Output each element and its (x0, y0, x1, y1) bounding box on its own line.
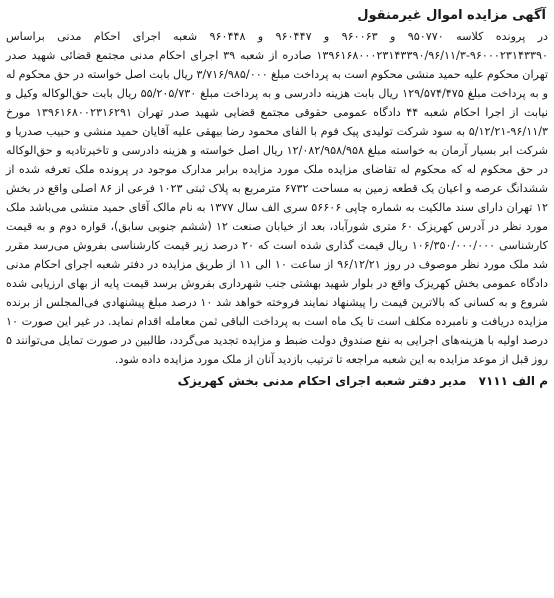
notice-reference-number: م الف ۷۱۱۱ (478, 374, 548, 388)
notice-signatory: مدیر دفتر شعبه اجرای احکام مدنی بخش کهریزک (177, 374, 467, 388)
notice-title: آگهی مزایده اموال غیرمنقول (357, 8, 546, 23)
notice-footer (6, 371, 548, 391)
notice-body: در پرونده کلاسه ۹۵۰۷۷۰ و ۹۶۰۰۶۳ و ۹۶۰۴۴۷ و ۹۶۰۴۴۸ شعبه اجرای احکام مدنی براساس ۹۶۰۰۰۲۳۱۴۳۳۹۰-۱۳۹۶۱۶۸۰۰۰۲۳۱۴۳۳۹۰/۹۶/۱۱/۳ صادره از شعبه ۳۹ اجرای احکام مدنی مجتمع قضائی شهید صدر تهران محکوم علیه حمید منشی محکوم است به پرداخت مبلغ ۳/۷۱۶/۹۸۵/۰۰۰ ریال بابت اصل خواسته در حق محکوم له و به پرداخت مبلغ ۱۲۹/۵۷۴/۴۷۵ ریال بابت هزینه دادرسی و به پرداخت مبلغ ۵۵/۲۰۵/۷۳۰ ریال بابت حق‌الوکاله وکیل و نیابت از اجرا احکام شعبه ۴۴ دادگاه عمومی حقوقی مجتمع قضایی شهید صدر تهران ۱۳۹۶۱۶۸۰۰۲۳۱۶۲۹۱ مورخ ۹۶/۱۱/۳-۵/۱۲/۲۱ به سود شرکت تولیدی پیک فوم با الفای محمود رضا بیهقی علیه آقایان حمید منشی و حبیب صدریا و شرکت ابر بسیار آرمان به خواسته مبلغ ۱۲/۰۸۲/۹۵۸/۹۵۸ ریال اصل خواسته و هزینه دادرسی و تاخیرتادیه و حق‌الوکاله در حق محکوم له که محکوم له تقاضای مزایده ملک مورد مزایده برابر مدارک موجود در پرونده ملک تعرفه شده از ششدانگ عرصه و اعیان یک قطعه زمین به مساحت ۶۷۳۲ مترمربع به پلاک ثبتی ۱۰۲۳ فرعی از ۸۶ اصلی واقع در بخش ۱۲ تهران دارای سند مالکیت به شماره چاپی ۵۶۶۰۶ سری الف سال ۱۳۷۷ به نام مالک آقای حمید منشی می‌باشد ملک مورد نظر در آدرس کهریزک ۶۰ متری شورآباد، بعد از خیابان صنعت ۱۲ (ششم جنوبی سابق)، قواره دوم و به قیمت کارشناسی ۱۰۶/۳۵۰/۰۰۰/۰۰۰ ریال قیمت گذاری شده است که ۲۰ درصد زیر قیمت کارشناسی بفروش می‌رسد مقرر شد ملک مورد نظر موصوف در روز ۹۶/۱۲/۲۱ از ساعت ۱۰ الی ۱۱ از طریق مزایده در دفتر شعبه اجرای احکام مدنی دادگاه عمومی بخش کهریزک واقع در بلوار شهید بهشتی جنب شهرداری بفروش برسد قیمت پایه از بهای ارزیابی شده شروع و به کسانی که بالاترین قیمت را پیشنهاد نمایند فروخته خواهد شد ۱۰ درصد مبلغ پیشنهادی فی‌المجلس از برنده مزایده دریافت و نامبرده مکلف است تا یک ماه است به پرداخت الباقی ثمن معامله اقدام نماید. در غیر این صورت ۱۰ درصد اولیه با هزینه‌های اجرایی به نفع صندوق دولت ضبط و مزایده تجدید می‌گردد، طالبین در صورت تمایل می‌توانند ۵ روز قبل از موعد مزایده به این شعبه مراجعه تا ترتیب بازدید آنان از ملک مورد مزایده داده شود. (6, 30, 549, 366)
auction-notice (6, 6, 548, 391)
